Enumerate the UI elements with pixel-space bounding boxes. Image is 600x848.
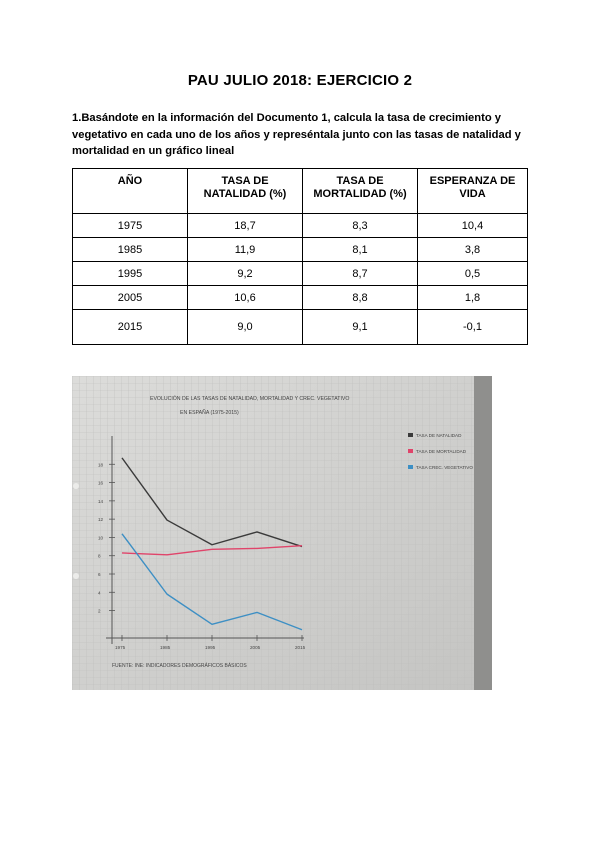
legend-swatch: [408, 449, 413, 453]
y-tick-label: 14: [98, 498, 104, 504]
cell: 8,8: [303, 286, 418, 310]
cell: 9,0: [188, 310, 303, 345]
y-tick-label: 2: [98, 608, 101, 614]
line-chart: [72, 376, 492, 690]
cell: 8,7: [303, 262, 418, 286]
y-tick-label: 18: [98, 462, 104, 468]
legend-label: TASA DE MORTALIDAD: [416, 449, 467, 454]
y-tick-label: 12: [98, 517, 104, 523]
table-row: [73, 214, 528, 238]
chart-subtitle: EN ESPAÑA (1975-2015): [180, 410, 239, 416]
header-birth-rate: TASA DE NATALIDAD (%): [188, 169, 303, 214]
cell: 10,6: [188, 286, 303, 310]
handwritten-chart-photo: [72, 376, 492, 690]
cell: 1985: [73, 238, 188, 262]
legend-swatch: [408, 433, 413, 437]
y-tick-label: 16: [98, 480, 104, 486]
x-tick-label: 1995: [205, 645, 216, 650]
header-life-expectancy: ESPERANZA DE VIDA: [418, 169, 528, 214]
x-tick-label: 1975: [115, 645, 126, 650]
chart-source: FUENTE: INE: INDICADORES DEMOGRÁFICOS BÁSICOS: [112, 663, 247, 669]
table-row: [73, 262, 528, 286]
cell: 8,3: [303, 214, 418, 238]
legend-label: TASA CREC. VEGETATIVO: [416, 465, 473, 470]
y-tick-label: 4: [98, 590, 101, 596]
x-tick-label: 2005: [250, 645, 261, 650]
y-tick-label: 10: [98, 535, 104, 541]
cell: 18,7: [188, 214, 303, 238]
cell: 2005: [73, 286, 188, 310]
y-tick-label: 6: [98, 572, 101, 577]
cell: 11,9: [188, 238, 303, 262]
data-table: [72, 168, 528, 345]
table-row: [73, 286, 528, 310]
cell: 8,1: [303, 238, 418, 262]
y-tick-label: 8: [98, 553, 101, 559]
binder-hole: [73, 483, 79, 489]
cell: 9,1: [303, 310, 418, 345]
table-row: [73, 238, 528, 262]
cell: 0,5: [418, 262, 528, 286]
header-year: AÑO: [73, 169, 188, 214]
cell: 1995: [73, 262, 188, 286]
binder-hole: [73, 573, 79, 579]
cell: 2015: [73, 310, 188, 345]
header-death-rate: TASA DE MORTALIDAD (%): [303, 169, 418, 214]
cell: 1,8: [418, 286, 528, 310]
x-tick-label: 1985: [160, 645, 171, 650]
cell: 3,8: [418, 238, 528, 262]
cell: 1975: [73, 214, 188, 238]
page-title: PAU JULIO 2018: EJERCICIO 2: [187, 72, 413, 89]
cell: -0,1: [418, 310, 528, 345]
cell: 10,4: [418, 214, 528, 238]
chart-title: EVOLUCIÓN DE LAS TASAS DE NATALIDAD, MORTALIDAD Y CREC. VEGETATIVO: [150, 396, 350, 402]
table-header-row: [73, 169, 528, 214]
x-tick-label: 2015: [295, 645, 306, 650]
legend-label: TASA DE NATALIDAD: [416, 433, 462, 438]
legend-swatch: [408, 465, 413, 469]
question-text: 1.Basándote en la información del Documento 1, calcula la tasa de crecimiento y vegetativo en cada uno de los años y represéntala junto con las tasas de natalidad y mortalidad en un gráfico lineal: [72, 112, 521, 157]
cell: 9,2: [188, 262, 303, 286]
table-row: [73, 310, 528, 345]
